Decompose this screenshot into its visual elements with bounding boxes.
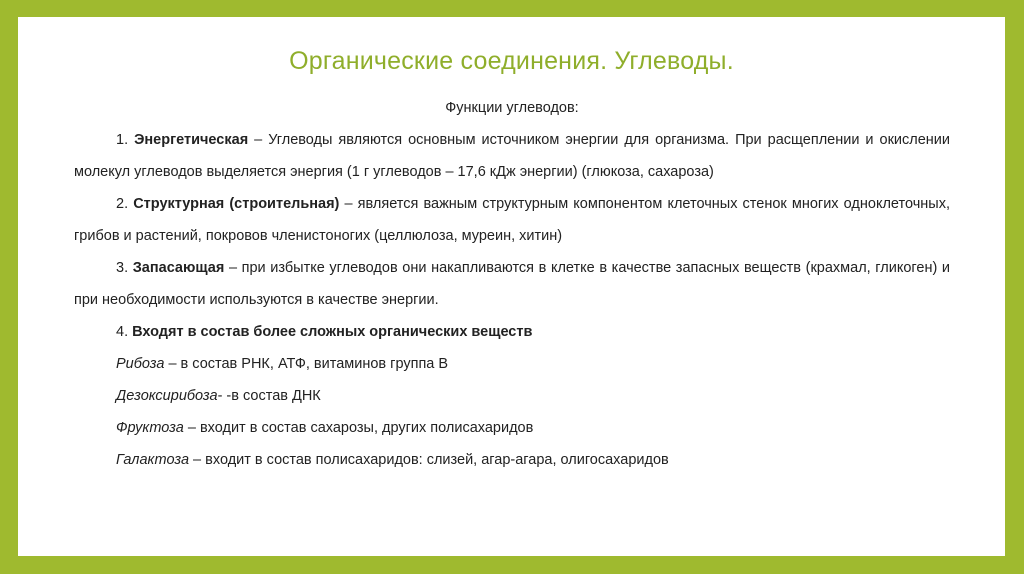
example-term: Фруктоза: [116, 420, 184, 436]
example-text: – входит в состав полисахаридов: слизей, агар-агара, олигосахаридов: [189, 452, 669, 468]
example-line: [74, 380, 950, 412]
item-heading: Входят в состав более сложных органических веществ: [132, 324, 533, 340]
item-number: 4.: [116, 324, 133, 340]
function-item-2: [74, 188, 950, 252]
example-line: [74, 348, 950, 380]
slide-title: Органические соединения. Углеводы.: [289, 47, 734, 75]
example-line: [74, 412, 950, 444]
item-number: 2.: [116, 196, 134, 212]
example-text: – входит в состав сахарозы, других полисахаридов: [183, 420, 534, 436]
item-number: 1.: [116, 132, 135, 148]
item-text: – является важным структурным компонентом клеточных стенок многих одноклеточных, грибов и растений, покровов членистоногих (целлюлоза, муреин, хитин): [74, 196, 950, 244]
item-heading: Запасающая: [132, 260, 225, 276]
example-term: Рибоза: [116, 356, 165, 372]
item-heading: Структурная (строительная): [133, 196, 340, 212]
item-number: 3.: [116, 260, 133, 276]
example-line: [74, 444, 950, 476]
item-text: – Углеводы являются основным источником энергии для организма. При расщеплении и окислении молекул углеводов выделяется энергия (1 г углеводов – 17,6 кДж энергии) (глюкоза, сахароза): [74, 132, 951, 180]
item-text: – при избытке углеводов они накапливаются в клетке в качестве запасных веществ (крахмал, гликоген) и при необходимости используются в качестве энергии.: [74, 260, 950, 308]
slide: [18, 17, 1005, 556]
subtitle: Функции углеводов:: [445, 100, 579, 116]
example-term: Дезоксирибоза: [116, 388, 218, 404]
example-term: Галактоза: [116, 452, 190, 468]
function-item-1: [74, 124, 950, 188]
example-text: - -в состав ДНК: [217, 388, 321, 404]
function-item-3: [74, 252, 950, 316]
slide-content: [74, 92, 950, 476]
function-item-4: [74, 316, 950, 348]
item-heading: Энергетическая: [134, 132, 249, 148]
example-text: – в состав РНК, АТФ, витаминов группа В: [164, 356, 449, 372]
